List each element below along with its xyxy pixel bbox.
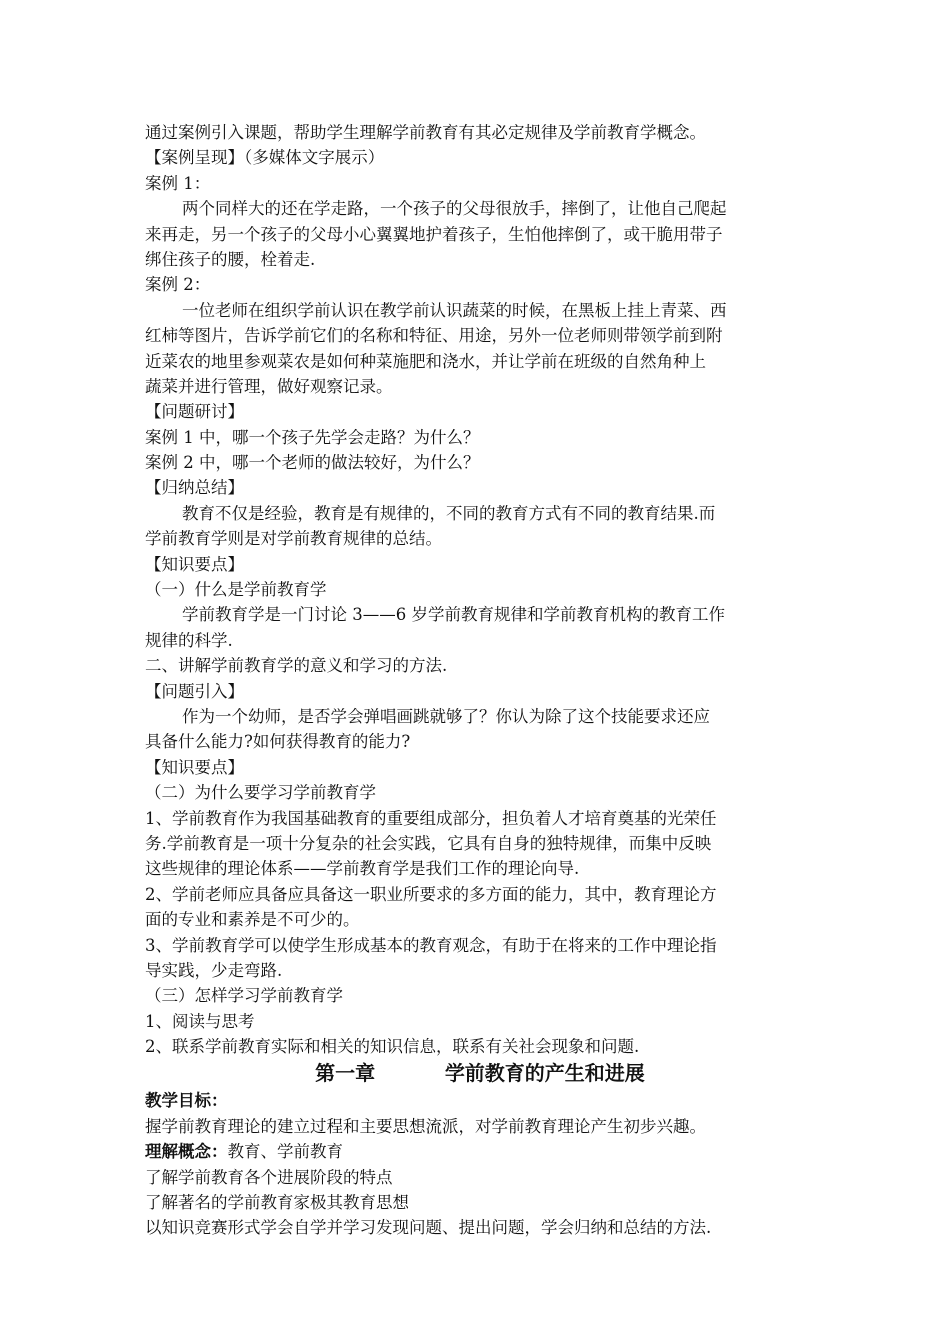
text-line: 蔬菜并进行管理，做好观察记录。 [145, 376, 393, 396]
text-line: 作为一个幼师，是否学会弹唱画跳就够了？你认为除了这个技能要求还应 [182, 706, 710, 726]
body-text [145, 120, 815, 1059]
text-line: 学前教育学则是对学前教育规律的总结。 [145, 529, 442, 549]
chapter-title: 学前教育的产生和进展 [444, 1061, 645, 1086]
text-line: （二）为什么要学习学前教育学 [145, 783, 376, 803]
text-line: 两个同样大的还在学走路，一个孩子的父母很放手，摔倒了，让他自己爬起 [182, 199, 727, 219]
text-line: 案例 2 中，哪一个老师的做法较好，为什么？ [145, 453, 480, 473]
text-line: 案例 1： [145, 173, 211, 193]
text-line: 1、阅读与思考 [145, 1011, 255, 1031]
text-line: 【知识要点】 [145, 554, 244, 574]
text-line: 务.学前教育是一项十分复杂的社会实践，它具有自身的独特规律，而集中反映 [145, 833, 712, 853]
text-line: 【问题引入】 [145, 681, 244, 701]
text-line: 【案例呈现】（多媒体文字展示） [145, 148, 385, 168]
text-line: 教育不仅是经验，教育是有规律的，不同的教育方式有不同的教育结果.而 [182, 503, 716, 523]
text-line: 具备什么能力?如何获得教育的能力? [145, 732, 411, 752]
chapter-number: 第一章 [315, 1061, 376, 1086]
text-line: 2、联系学前教育实际和相关的知识信息，联系有关社会现象和问题. [145, 1037, 640, 1057]
concept-label: 理解概念： [145, 1142, 228, 1162]
document-page [145, 120, 815, 1241]
text-line: （三）怎样学习学前教育学 [145, 986, 343, 1006]
text-line: 红柿等图片，告诉学前它们的名称和特征、用途，另外一位老师则带领学前到附 [145, 326, 723, 346]
text-line: 3、学前教育学可以使学生形成基本的教育观念，有助于在将来的工作中理论指 [145, 935, 717, 955]
text-line: 绑住孩子的腰，栓着走. [145, 249, 316, 269]
text-line: 1、学前教育作为我国基础教育的重要组成部分，担负着人才培育奠基的光荣任 [145, 808, 717, 828]
text-line: 【问题研讨】 [145, 402, 244, 422]
text-line: 导实践，少走弯路. [145, 960, 283, 980]
text-line: 2、学前老师应具备应具备这一职业所要求的多方面的能力，其中，教育理论方 [145, 884, 717, 904]
text-line: 规律的科学. [145, 630, 233, 650]
text-line: 二、讲解学前教育学的意义和学习的方法. [145, 656, 448, 676]
concept-line [145, 1139, 815, 1164]
text-line: 学前教育学是一门讨论 3——6 岁学前教育规律和学前教育机构的教育工作 [182, 605, 725, 625]
text-line: 【归纳总结】 [145, 478, 244, 498]
text-line: 近菜农的地里参观菜农是如何种菜施肥和浇水，并让学前在班级的自然角种上 [145, 351, 706, 371]
concept-text: 教育、学前教育 [227, 1142, 343, 1162]
goal-line: 以知识竞赛形式学会自学并学习发现问题、提出问题，学会归纳和总结的方法. [145, 1218, 712, 1238]
goal-line: 了解著名的学前教育家极其教育思想 [145, 1193, 409, 1213]
text-line: 案例 1 中，哪一个孩子先学会走路？为什么？ [145, 427, 480, 447]
goal-line: 握学前教育理论的建立过程和主要思想流派，对学前教育理论产生初步兴趣。 [145, 1116, 706, 1136]
teaching-goals-heading: 教学目标： [145, 1091, 228, 1111]
text-line: 通过案例引入课题，帮助学生理解学前教育有其必定规律及学前教育学概念。 [145, 123, 706, 142]
text-line: 来再走，另一个孩子的父母小心翼翼地护着孩子，生怕他摔倒了，或干脆用带子 [145, 224, 723, 244]
chapter-heading [145, 1059, 815, 1088]
text-line: 这些规律的理论体系——学前教育学是我们工作的理论向导. [145, 859, 580, 879]
text-line: 一位老师在组织学前认识在教学前认识蔬菜的时候，在黑板上挂上青菜、西 [182, 300, 727, 320]
text-line: 面的专业和素养是不可少的。 [145, 910, 360, 930]
text-line: 案例 2： [145, 275, 211, 295]
text-line: （一）什么是学前教育学 [145, 580, 327, 600]
goal-line: 了解学前教育各个进展阶段的特点 [145, 1167, 393, 1187]
text-line: 【知识要点】 [145, 757, 244, 777]
